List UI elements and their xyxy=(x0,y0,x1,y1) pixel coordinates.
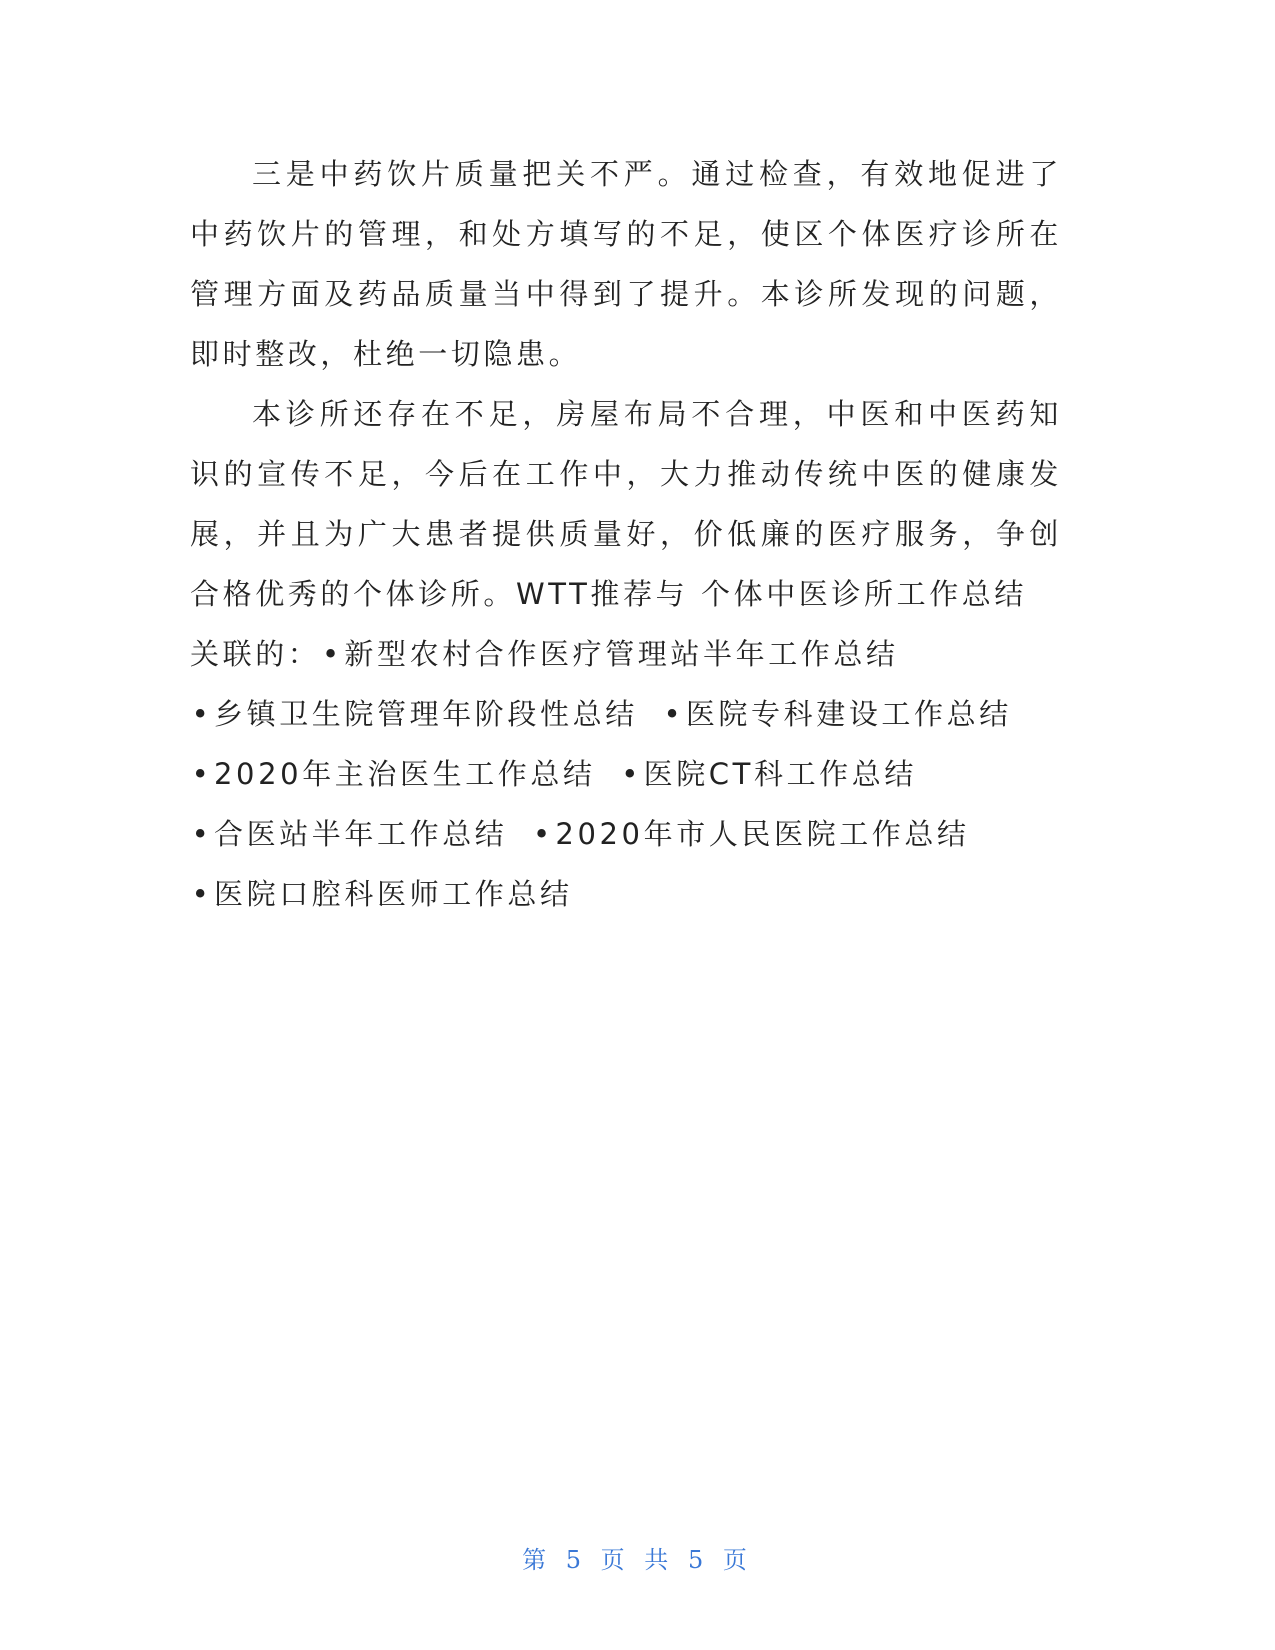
related-label: 关联的： xyxy=(190,637,321,671)
related-row xyxy=(190,624,1062,684)
bullet-icon: • xyxy=(533,817,554,851)
related-link[interactable]: 2020年主治医生工作总结 xyxy=(214,757,596,791)
related-row xyxy=(190,744,1062,804)
bullet-icon: • xyxy=(191,877,213,911)
related-link[interactable]: 新型农村合作医疗管理站半年工作总结 xyxy=(344,637,899,671)
bullet-icon: • xyxy=(621,757,642,791)
bullet-icon: • xyxy=(191,817,213,851)
bullet-icon: • xyxy=(191,697,213,731)
related-row xyxy=(190,684,1062,744)
document-body xyxy=(190,144,1062,924)
related-link[interactable]: 2020年市人民医院工作总结 xyxy=(555,817,970,851)
related-link[interactable]: 医院口腔科医师工作总结 xyxy=(214,877,573,911)
related-link[interactable]: 乡镇卫生院管理年阶段性总结 xyxy=(214,697,638,731)
page-number-footer: 第 5 页 共 5 页 xyxy=(522,1546,753,1574)
related-row xyxy=(190,804,1062,864)
related-link[interactable]: 合医站半年工作总结 xyxy=(214,817,508,851)
related-row xyxy=(190,864,1062,924)
related-link[interactable]: 医院CT科工作总结 xyxy=(643,757,917,791)
bullet-icon: • xyxy=(322,637,343,671)
paragraph-herbal-quality: 三是中药饮片质量把关不严。通过检查，有效地促进了中药饮片的管理，和处方填写的不足，使区个体医疗诊所在管理方面及药品质量当中得到了提升。本诊所发现的问题，即时整改，杜绝一切隐患。 xyxy=(190,157,1062,371)
paragraph-shortcomings: 本诊所还存在不足，房屋布局不合理，中医和中医药知识的宣传不足，今后在工作中，大力推动传统中医的健康发展，并且为广大患者提供质量好，价低廉的医疗服务，争创合格优秀的个体诊所。WTT推荐与 个体中医诊所工作总结 xyxy=(190,397,1062,611)
related-link[interactable]: 医院专科建设工作总结 xyxy=(685,697,1012,731)
bullet-icon: • xyxy=(191,757,213,791)
bullet-icon: • xyxy=(663,697,685,731)
related-links xyxy=(190,624,1062,924)
